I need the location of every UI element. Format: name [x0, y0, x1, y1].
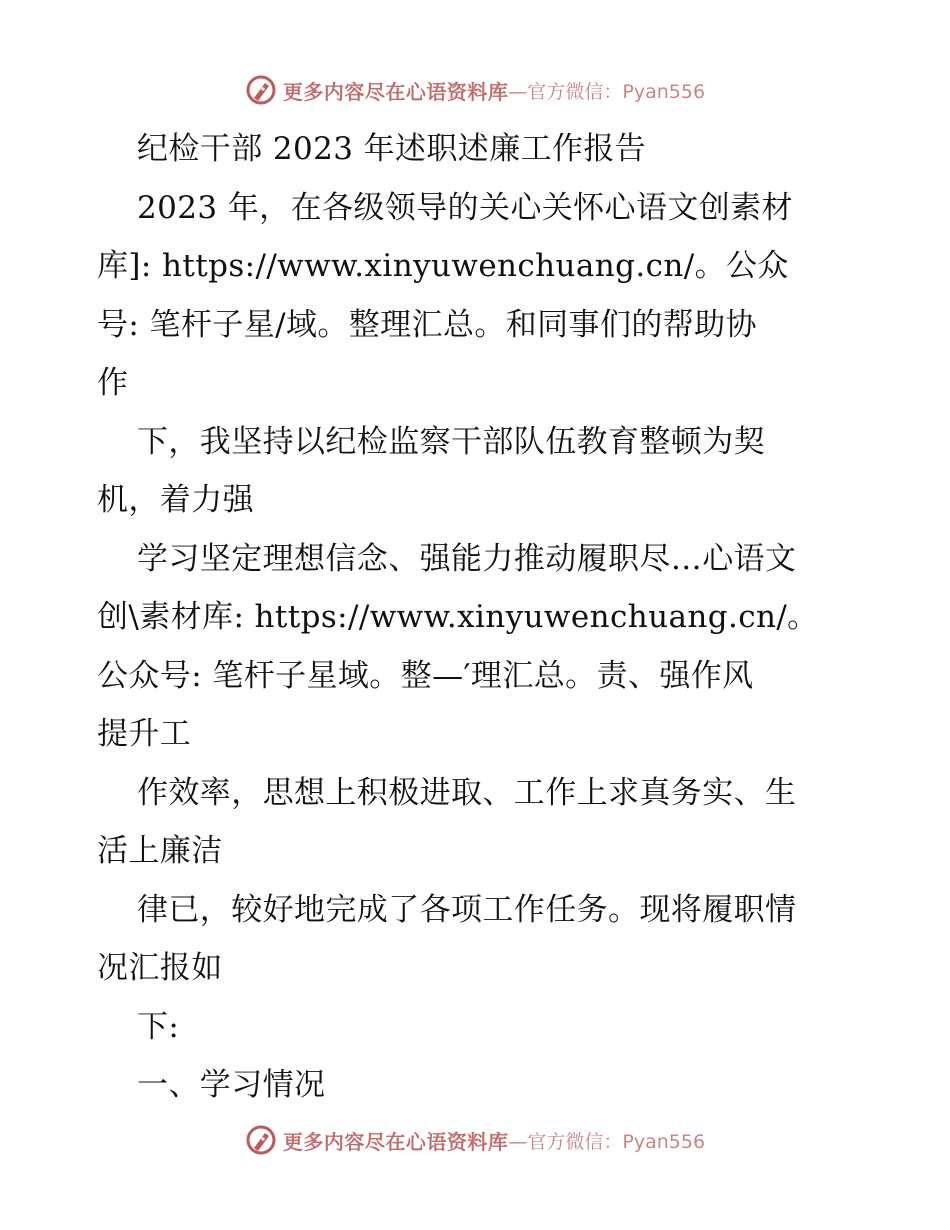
- section-heading: 一、学习情况: [137, 1067, 326, 1103]
- paragraph-line: 2023 年，在各级领导的关心关怀心语文创素材: [137, 189, 793, 226]
- paragraph-line: 学习坚定理想信念、强能力推动履职尽…心语文: [137, 540, 797, 577]
- header-watermark: [0, 70, 950, 110]
- paragraph-line: 机，着力强: [97, 482, 254, 518]
- footer-watermark: [0, 1120, 950, 1160]
- paragraph-line: 作: [97, 365, 129, 401]
- watermark-wechat-text: —官方微信：Pyan556: [508, 80, 706, 103]
- paragraph-line: 下，我坚持以纪检监察干部队伍教育整顿为契: [137, 423, 765, 460]
- paragraph-line: 下:: [137, 1008, 180, 1045]
- paragraph-line: 作效率，思想上积极进取、工作上求真务实、生: [137, 774, 797, 811]
- paragraph-line: 活上廉洁: [97, 833, 223, 869]
- paragraph-line: 律已，较好地完成了各项工作任务。现将履职情: [137, 891, 797, 928]
- document-title: 纪检干部 2023 年述职述廉工作报告: [137, 131, 647, 167]
- document-body: [97, 120, 887, 1115]
- paragraph-line: 创\素材库: https://www.xinyuwenchuang.cn/。: [97, 599, 819, 635]
- paragraph-line: 公众号: 笔杆子星域。整—′理汇总。责、强作风: [97, 657, 754, 694]
- paragraph-line: 号: 笔杆子星/域。整理汇总。和同事们的帮助协: [97, 306, 757, 343]
- pen-nib-logo-icon: [245, 1124, 277, 1156]
- paragraph-line: 库]: https://www.xinyuwenchuang.cn/。公众: [97, 248, 789, 284]
- watermark-wechat-text: —官方微信：Pyan556: [508, 1130, 706, 1153]
- paragraph-line: 况汇报如: [97, 950, 223, 986]
- paragraph-line: 提升工: [97, 716, 192, 752]
- pen-nib-logo-icon: [245, 74, 277, 106]
- watermark-main-text: 更多内容尽在心语资料库: [282, 1129, 509, 1154]
- watermark-main-text: 更多内容尽在心语资料库: [282, 79, 509, 104]
